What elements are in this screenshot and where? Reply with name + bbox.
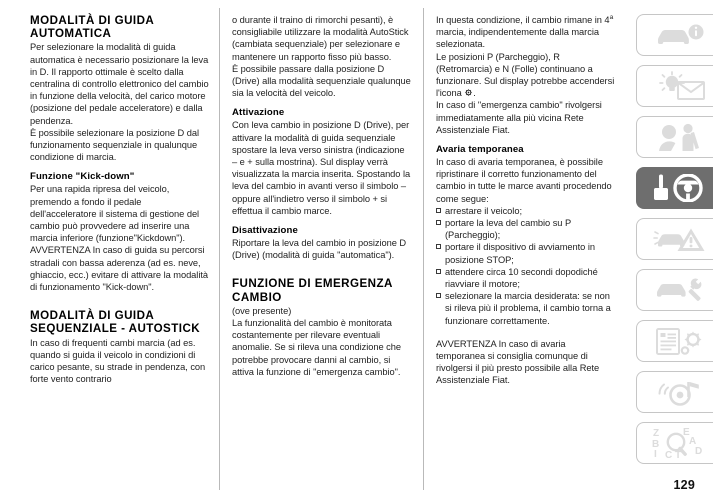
warning-lamp-mail-icon xyxy=(652,71,708,101)
column-divider-2 xyxy=(423,8,424,490)
procedure-list xyxy=(436,205,616,327)
paragraph: Riportare la leva del cambio in posizione D (Drive) (modalità di guida "automatica"). xyxy=(232,238,407,261)
tab-warning-lights[interactable] xyxy=(636,65,713,107)
tab-driving[interactable] xyxy=(636,167,713,209)
svg-text:A: A xyxy=(688,436,696,447)
list-item xyxy=(436,290,616,327)
svg-text:T: T xyxy=(674,450,681,459)
list-item xyxy=(436,205,616,217)
column-3 xyxy=(436,14,616,387)
paragraph: Con leva cambio in posizione D (Drive), per attivare la modalità di guida sequenziale spostare la leva verso sinistra (indicazione – e + sulla mostrina). Sul display verrà visualizzata la marcia inserita. Spostando la leva del cambio in avanti verso il simbolo – oppure all'indietro verso il simbolo + si effettua il cambio marce. xyxy=(232,120,411,216)
car-warning-triangle-icon xyxy=(653,225,707,253)
paragraph: Per selezionare la modalità di guida automatica è necessario posizionare la leva in D. Il rapporto ottimale è scelto dalla centralina di controllo elettronico del cambio in funzione della velocità, del carico motore (posizione del pedale acceleratore) e dalla pendenza. xyxy=(30,42,209,126)
list-item-label: selezionare la marcia desiderata: se non si rileva più il problema, il cambio torna a funzionare correttamente. xyxy=(445,291,611,326)
car-info-icon xyxy=(654,22,706,48)
subheading-attivazione: Attivazione xyxy=(232,107,285,119)
list-item xyxy=(436,241,616,265)
gear-cog-icon xyxy=(464,88,473,97)
svg-text:Z: Z xyxy=(652,428,659,439)
list-item-label: arrestare il veicolo; xyxy=(445,205,522,216)
gearshift-steering-wheel-icon xyxy=(653,174,707,202)
section-heading-funzione-emergenza-cambio: FUNZIONE DI EMERGENZA CAMBIO xyxy=(232,277,393,304)
paragraph: In caso di avaria temporanea, è possibile ripristinare il corretto funzionamento del cambio in tutte le marce avanti procedendo come segue: xyxy=(436,157,612,204)
column-1 xyxy=(30,14,210,385)
paragraph-text-after: . xyxy=(473,88,476,99)
paragraph-text-after: marcia, indipendentemente dalla marcia selezionata. xyxy=(436,27,599,50)
document-gears-icon xyxy=(654,327,706,355)
paragraph-ove-presente: (ove presente) xyxy=(232,305,292,316)
svg-text:E: E xyxy=(682,427,690,438)
tab-safety[interactable] xyxy=(636,116,713,158)
seatbelt-person-icon xyxy=(657,122,703,152)
paragraph: La funzionalità del cambio è monitorata costantemente per rilevare eventuali anomalie. Se si rileva una condizione che potrebbe provocare danni al cambio, si attiva la funzione di "emergenza cambio". xyxy=(232,318,402,377)
column-divider-1 xyxy=(219,8,220,490)
subheading-funzione-kick-down: Funzione "Kick-down" xyxy=(30,171,135,183)
paragraph-with-superscript xyxy=(436,14,616,51)
svg-text:C: C xyxy=(664,450,672,459)
audio-media-icon xyxy=(658,378,702,406)
square-bullet-icon xyxy=(436,269,441,274)
alphabetical-index-icon xyxy=(651,427,709,459)
warning-paragraph: AVVERTENZA In caso di avaria temporanea si consiglia comunque di rivolgersi il più presto possibile alla Rete Assistenziale Fiat. xyxy=(436,338,600,386)
paragraph: In caso di frequenti cambi marcia (ad es. quando si guida il veicolo in condizioni di carico pesante, su strade in pendenza, con forte vento contrario xyxy=(30,337,206,385)
tab-multimedia[interactable] xyxy=(636,371,713,413)
section-heading-modalita-guida-automatica: MODALITÀ DI GUIDA AUTOMATICA xyxy=(30,14,154,41)
list-item xyxy=(436,217,616,241)
ordinal-superscript: a xyxy=(609,13,614,21)
square-bullet-icon xyxy=(436,293,441,298)
square-bullet-icon xyxy=(436,208,441,213)
list-item-label: portare il dispositivo di avviamento in posizione STOP; xyxy=(445,242,595,265)
paragraph: È possibile selezionare la posizione D dal funzionamento sequenziale in qualunque condizione di marcia. xyxy=(30,127,199,163)
tab-technical-specs[interactable] xyxy=(636,320,713,362)
car-wrench-icon xyxy=(654,277,706,303)
warning-paragraph: AVVERTENZA In caso di guida su percorsi stradali con bassa aderenza (ad es. neve, ghiaccio, ecc.) evitare di attivare la modalità di funzionamento "Kick-down". xyxy=(30,245,208,293)
paragraph: In caso di "emergenza cambio" rivolgersi immediatamente alla più vicina Rete Assistenziale Fiat. xyxy=(436,100,602,135)
column-2 xyxy=(232,14,412,378)
tab-maintenance[interactable] xyxy=(636,269,713,311)
paragraph: o durante il traino di rimorchi pesanti), è consigliabile utilizzare la modalità AutoStick (cambiata sequenziale) per selezionare e mantenere un rapporto fisso più basso. xyxy=(232,15,409,62)
square-bullet-icon xyxy=(436,220,441,225)
svg-text:D: D xyxy=(694,446,702,457)
list-item xyxy=(436,266,616,290)
section-heading-modalita-guida-sequenziale: MODALITÀ DI GUIDA SEQUENZIALE - AUTOSTICK xyxy=(30,309,201,336)
svg-text:B: B xyxy=(651,439,659,450)
paragraph-with-icon xyxy=(436,51,616,100)
list-item-label: attendere circa 10 secondi dopodiché riavviare il motore; xyxy=(445,266,598,290)
chapter-tabs-sidebar xyxy=(624,0,713,500)
page-number: 129 xyxy=(673,478,695,492)
list-item-label: portare la leva del cambio su P (Parcheggio); xyxy=(445,218,571,241)
subheading-avaria-temporanea: Avaria temporanea xyxy=(436,144,524,156)
subheading-disattivazione: Disattivazione xyxy=(232,225,298,237)
square-bullet-icon xyxy=(436,244,441,249)
tab-emergency[interactable] xyxy=(636,218,713,260)
svg-text:I: I xyxy=(653,449,657,459)
paragraph-text-before: Le posizioni P (Parcheggio), R (Retromarcia) e N (Folle) continuano a funzionare. Sul display potrebbe accendersi l'icona xyxy=(436,51,615,99)
paragraph: Per una rapida ripresa del veicolo, premendo a fondo il pedale dell'acceleratore il sistema di gestione del cambio può provvedere ad inserire una marcia inferiore (funzione"Kickdown"). xyxy=(30,184,200,244)
paragraph: È possibile passare dalla posizione D (Drive) alla modalità sequenziale qualunque sia la velocità del veicolo. xyxy=(232,63,411,99)
tab-index[interactable] xyxy=(636,422,713,464)
tab-vehicle-info[interactable] xyxy=(636,14,713,56)
paragraph-text-before: In questa condizione, il cambio rimane in 4 xyxy=(436,15,610,25)
